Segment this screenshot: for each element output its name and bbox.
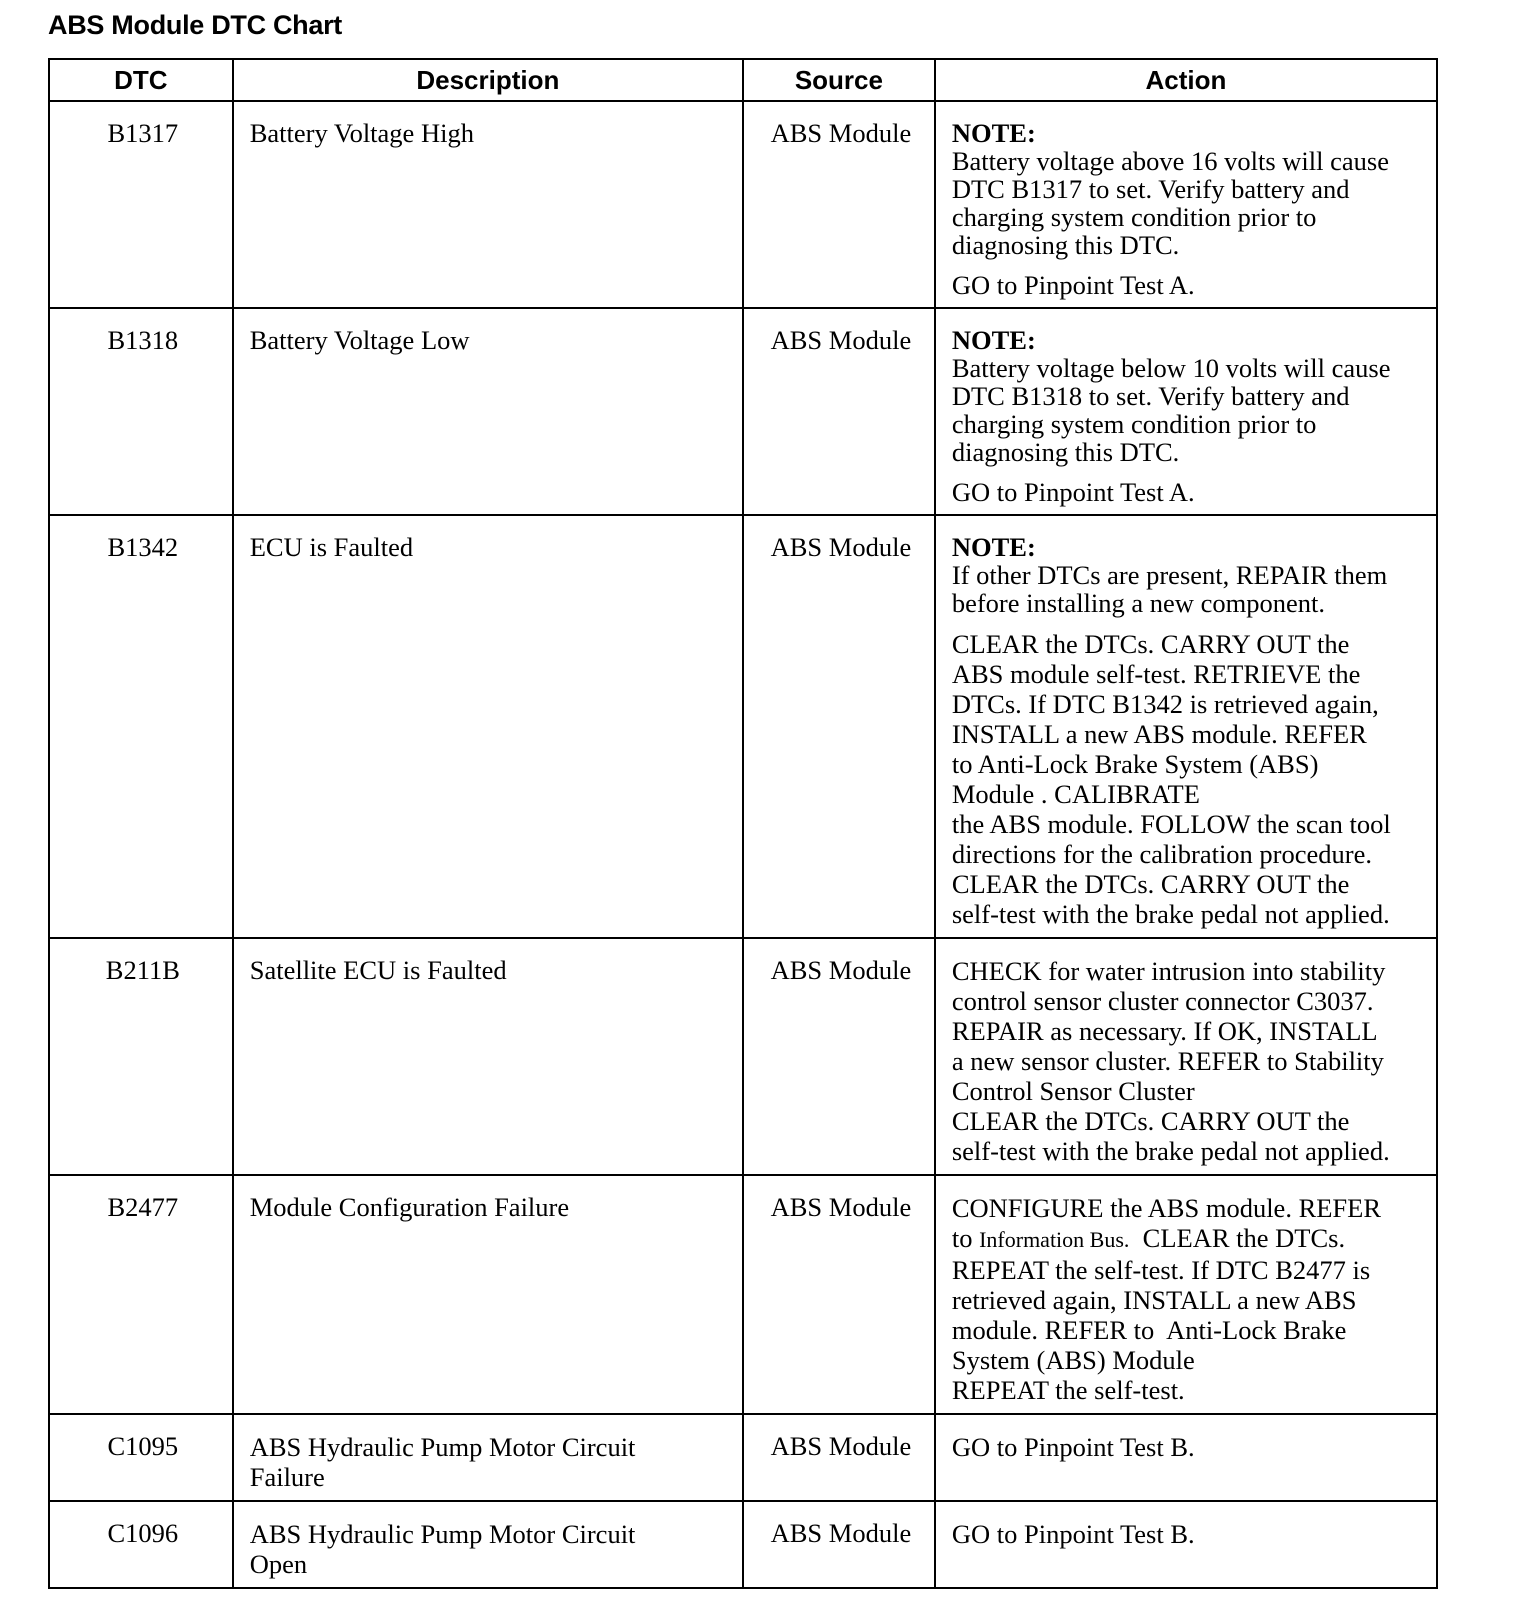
action-line: Module . CALIBRATE <box>951 779 1200 809</box>
description-line: ABS Hydraulic Pump Motor Circuit <box>249 1519 636 1549</box>
dtc-source: ABS Module <box>743 515 935 938</box>
action-line <box>952 1223 1424 1255</box>
action-line: retrieved again, INSTALL a new ABS <box>951 1285 1357 1315</box>
description-line: Failure <box>249 1462 325 1492</box>
dtc-action <box>935 515 1437 938</box>
dtc-description: Module Configuration Failure <box>233 1175 743 1414</box>
action-line: the ABS module. FOLLOW the scan tool <box>951 809 1391 839</box>
table-row <box>49 1175 1437 1414</box>
action-line: directions for the calibration procedure. <box>951 839 1372 869</box>
action-line: REPEAT the self-test. If DTC B2477 is <box>951 1255 1371 1285</box>
action-line: self-test with the brake pedal not applied. <box>951 1136 1390 1166</box>
page-title: ABS Module DTC Chart <box>48 10 342 40</box>
note-line: DTC B1318 to set. Verify battery and <box>951 381 1350 411</box>
dtc-action <box>935 101 1437 308</box>
dtc-code: B211B <box>49 938 233 1175</box>
action-text: GO to Pinpoint Test A. <box>951 270 1195 300</box>
table-row <box>49 938 1437 1175</box>
action-fragment: to <box>951 1223 973 1253</box>
col-header-action: Action <box>935 59 1437 101</box>
dtc-description: Satellite ECU is Faulted <box>233 938 743 1175</box>
action-text: GO to Pinpoint Test B. <box>951 1519 1195 1549</box>
dtc-description: ECU is Faulted <box>233 515 743 938</box>
action-fragment: CLEAR the DTCs. <box>1142 1223 1346 1253</box>
note-line: before installing a new component. <box>951 588 1325 618</box>
description-line: Open <box>249 1549 308 1579</box>
dtc-action <box>935 938 1437 1175</box>
note-label: NOTE: <box>951 325 1036 355</box>
table-row <box>49 1414 1437 1501</box>
dtc-source: ABS Module <box>743 938 935 1175</box>
action-line: CLEAR the DTCs. CARRY OUT the <box>951 869 1350 899</box>
col-header-source: Source <box>743 59 935 101</box>
action-line: REPAIR as necessary. If OK, INSTALL <box>951 1016 1378 1046</box>
action-line: ABS module self-test. RETRIEVE the <box>951 659 1361 689</box>
action-line: CONFIGURE the ABS module. REFER <box>951 1193 1382 1223</box>
information-bus-ref: Information Bus. <box>979 1227 1130 1252</box>
note-block <box>952 119 1424 259</box>
dtc-action <box>935 1501 1437 1588</box>
description-line: ABS Hydraulic Pump Motor Circuit <box>249 1432 636 1462</box>
dtc-source: ABS Module <box>743 1501 935 1588</box>
note-label: NOTE: <box>951 118 1036 148</box>
dtc-action <box>935 1175 1437 1414</box>
action-line: to Anti-Lock Brake System (ABS) <box>951 749 1319 779</box>
dtc-code: B1318 <box>49 308 233 515</box>
note-line: If other DTCs are present, REPAIR them <box>951 560 1388 590</box>
action-line: control sensor cluster connector C3037. <box>951 986 1374 1016</box>
note-line: charging system condition prior to <box>951 202 1317 232</box>
note-line: charging system condition prior to <box>951 409 1317 439</box>
action-text: GO to Pinpoint Test B. <box>951 1432 1195 1462</box>
table-row <box>49 101 1437 308</box>
dtc-source: ABS Module <box>743 308 935 515</box>
note-line: diagnosing this DTC. <box>951 230 1180 260</box>
col-header-dtc: DTC <box>49 59 233 101</box>
action-line: System (ABS) Module <box>951 1345 1195 1375</box>
dtc-code: B1342 <box>49 515 233 938</box>
note-block <box>952 326 1424 466</box>
action-line: CLEAR the DTCs. CARRY OUT the <box>951 1106 1350 1136</box>
action-line: module. REFER to Anti-Lock Brake <box>951 1315 1347 1345</box>
note-label: NOTE: <box>951 532 1036 562</box>
dtc-code: B1317 <box>49 101 233 308</box>
action-line: Control Sensor Cluster <box>951 1076 1195 1106</box>
action-line: DTCs. If DTC B1342 is retrieved again, <box>951 689 1379 719</box>
action-line: CLEAR the DTCs. CARRY OUT the <box>951 629 1350 659</box>
dtc-source: ABS Module <box>743 1175 935 1414</box>
action-line: a new sensor cluster. REFER to Stability <box>951 1046 1384 1076</box>
dtc-code: C1096 <box>49 1501 233 1588</box>
note-line: DTC B1317 to set. Verify battery and <box>951 174 1350 204</box>
note-line: diagnosing this DTC. <box>951 437 1180 467</box>
dtc-source: ABS Module <box>743 1414 935 1501</box>
dtc-description <box>233 1501 743 1588</box>
table-row <box>49 308 1437 515</box>
dtc-code: C1095 <box>49 1414 233 1501</box>
action-text: GO to Pinpoint Test A. <box>951 477 1195 507</box>
note-line: Battery voltage below 10 volts will cause <box>951 353 1391 383</box>
table-row <box>49 515 1437 938</box>
dtc-description: Battery Voltage Low <box>233 308 743 515</box>
action-line: CHECK for water intrusion into stability <box>951 956 1386 986</box>
dtc-action <box>935 1414 1437 1501</box>
table-row <box>49 1501 1437 1588</box>
note-block <box>952 533 1424 617</box>
action-line: INSTALL a new ABS module. REFER <box>951 719 1367 749</box>
col-header-description: Description <box>233 59 743 101</box>
dtc-code: B2477 <box>49 1175 233 1414</box>
dtc-table <box>48 58 1438 1589</box>
action-line: self-test with the brake pedal not applied. <box>951 899 1390 929</box>
dtc-source: ABS Module <box>743 101 935 308</box>
dtc-description <box>233 1414 743 1501</box>
dtc-action <box>935 308 1437 515</box>
header-row <box>49 59 1437 101</box>
action-line: REPEAT the self-test. <box>951 1375 1185 1405</box>
dtc-description: Battery Voltage High <box>233 101 743 308</box>
note-line: Battery voltage above 16 volts will cause <box>951 146 1389 176</box>
